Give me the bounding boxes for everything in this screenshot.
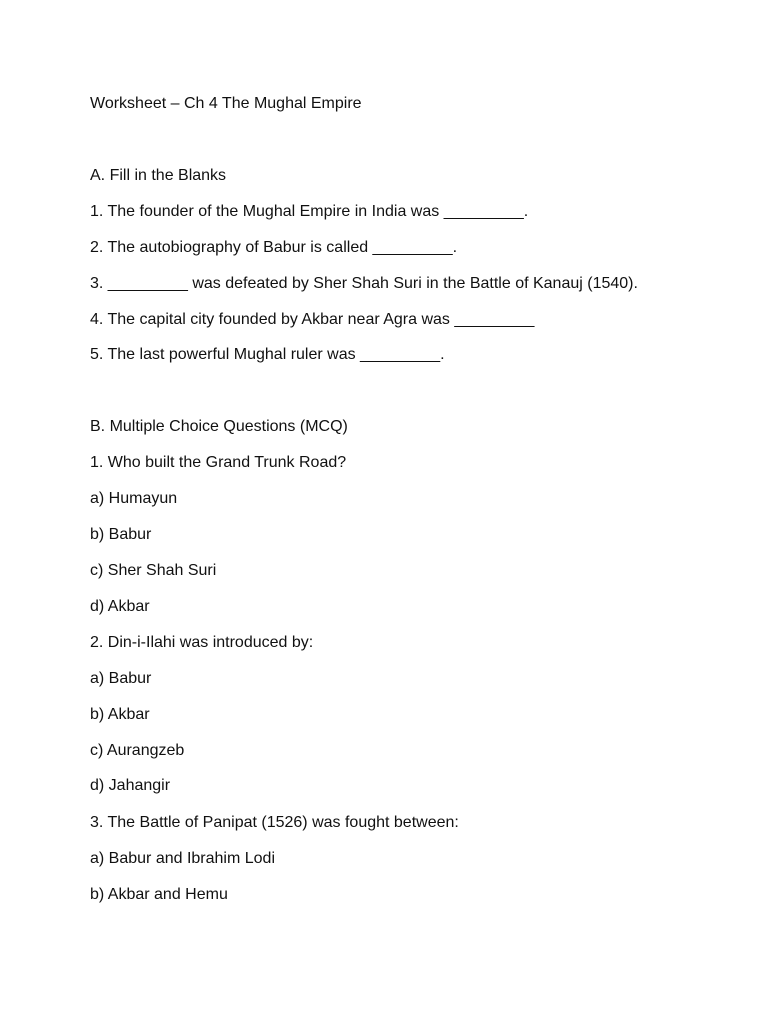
- mcq-3-option-b: b) Akbar and Hemu: [90, 886, 228, 903]
- mcq-question-1: 1. Who built the Grand Trunk Road?: [90, 454, 347, 471]
- fill-blank-question-2: 2. The autobiography of Babur is called _________.: [90, 239, 458, 256]
- mcq-1-option-b: b) Babur: [90, 526, 152, 543]
- mcq-1-option-a: a) Humayun: [90, 490, 178, 507]
- mcq-1-option-d: d) Akbar: [90, 598, 150, 615]
- mcq-2-option-b: b) Akbar: [90, 706, 150, 723]
- worksheet-title: Worksheet – Ch 4 The Mughal Empire: [90, 95, 362, 112]
- mcq-2-option-a: a) Babur: [90, 670, 152, 687]
- mcq-2-option-c: c) Aurangzeb: [90, 742, 185, 759]
- mcq-question-2: 2. Din-i-Ilahi was introduced by:: [90, 634, 314, 651]
- mcq-2-option-d: d) Jahangir: [90, 777, 171, 794]
- fill-blank-question-1: 1. The founder of the Mughal Empire in India was _________.: [90, 203, 529, 220]
- mcq-question-3: 3. The Battle of Panipat (1526) was fought between:: [90, 814, 459, 831]
- section-b-heading: B. Multiple Choice Questions (MCQ): [90, 418, 348, 435]
- fill-blank-question-3: 3. _________ was defeated by Sher Shah Suri in the Battle of Kanauj (1540).: [90, 275, 638, 292]
- fill-blank-question-5: 5. The last powerful Mughal ruler was _________.: [90, 346, 445, 363]
- section-a-heading: A. Fill in the Blanks: [90, 167, 227, 184]
- fill-blank-question-4: 4. The capital city founded by Akbar near Agra was _________: [90, 311, 535, 328]
- mcq-3-option-a: a) Babur and Ibrahim Lodi: [90, 850, 275, 867]
- mcq-1-option-c: c) Sher Shah Suri: [90, 562, 217, 579]
